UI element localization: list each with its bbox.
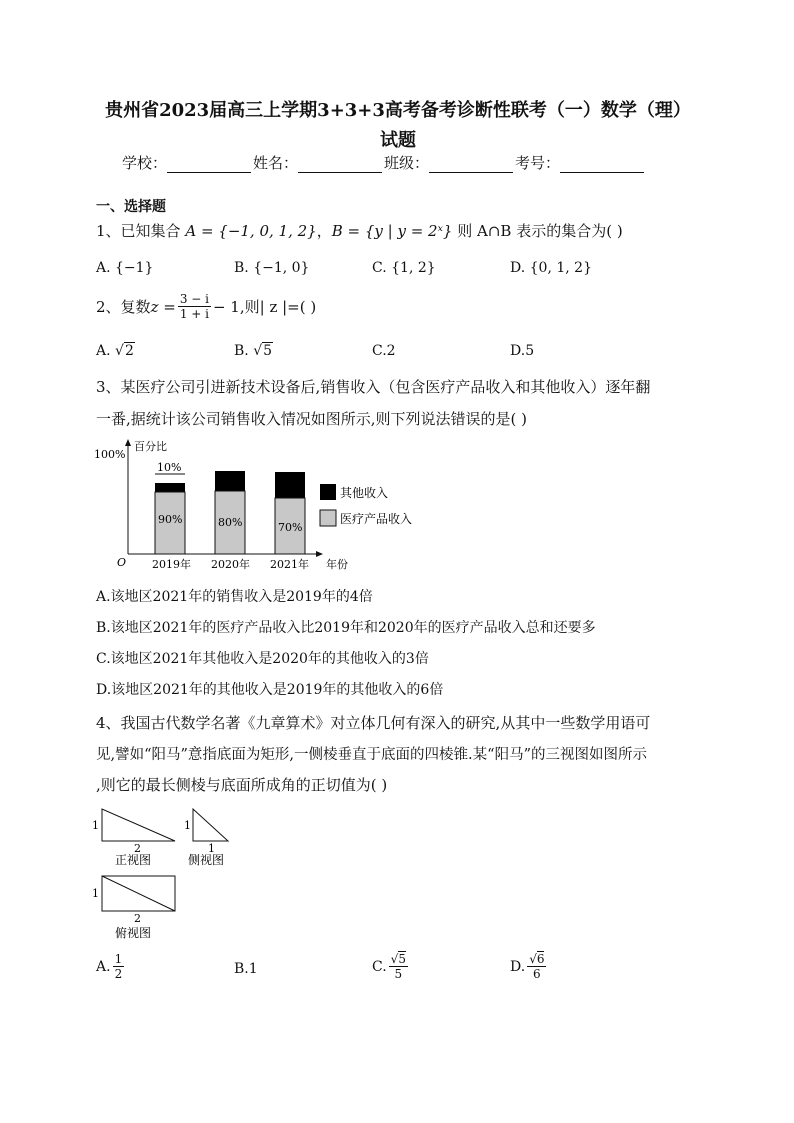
question-3-line2: 一番,据统计该公司销售收入情况如图所示,则下列说法错误的是( ) bbox=[96, 410, 528, 428]
side-view-height: 1 bbox=[184, 819, 191, 832]
option-label: D. bbox=[510, 343, 526, 359]
option-label: D. bbox=[510, 260, 526, 276]
option-label: B. bbox=[234, 961, 249, 977]
field-label: 班级： bbox=[384, 154, 430, 172]
stem-text: 则 A∩B 表示的集合为( ) bbox=[457, 222, 623, 240]
legend-other-swatch bbox=[320, 484, 336, 500]
question-4-line2: 见,譬如“阳马”意指底面为矩形,一侧棱垂直于底面的四棱锥.某“阳马”的三视图如图所示 bbox=[96, 747, 647, 763]
option-2d[interactable] bbox=[510, 343, 534, 359]
field-label: 学校： bbox=[122, 154, 168, 172]
option-text: {0, 1, 2} bbox=[529, 260, 592, 276]
option-text: {−1} bbox=[115, 260, 154, 276]
set-a: A = {−1, 0, 1, 2} bbox=[185, 222, 317, 240]
stem-text: 某医疗公司引进新技术设备后,销售收入（包含医疗产品收入和其他收入）逐年翻 bbox=[120, 378, 651, 396]
sqrt-icon: √2 bbox=[115, 343, 134, 359]
legend-other-label: 其他收入 bbox=[340, 486, 389, 500]
option-4a[interactable] bbox=[96, 952, 126, 981]
option-label: C. bbox=[372, 958, 387, 975]
field-class[interactable] bbox=[384, 152, 515, 173]
numerator bbox=[389, 952, 408, 967]
option-2a[interactable] bbox=[96, 343, 135, 359]
radicand: 6 bbox=[536, 952, 545, 966]
option-2b[interactable] bbox=[234, 343, 273, 359]
sqrt-icon: √ bbox=[529, 952, 537, 966]
bar-2021-label: 70% bbox=[278, 521, 303, 534]
radicand: 2 bbox=[124, 343, 134, 359]
field-name[interactable] bbox=[253, 152, 384, 173]
option-label: B. bbox=[234, 260, 249, 276]
option-3b[interactable]: B.该地区2021年的医疗产品收入比2019年和2020年的医疗产品收入总和还要多 bbox=[96, 620, 596, 636]
x-tick-2021: 2021年 bbox=[270, 558, 309, 571]
front-view-triangle bbox=[102, 809, 175, 841]
numerator bbox=[527, 952, 546, 967]
page-title: 贵州省2023届高三上学期3+3+3高考备考诊断性联考（一）数学（理）试题 bbox=[105, 100, 691, 151]
option-label: A. bbox=[96, 958, 111, 975]
option-label: B. bbox=[234, 343, 249, 359]
stem-text: 复数 bbox=[120, 298, 151, 316]
option-1d[interactable] bbox=[510, 260, 592, 276]
question-3-line1 bbox=[96, 376, 650, 397]
option-3d[interactable]: D.该地区2021年的其他收入是2019年的其他收入的6倍 bbox=[96, 682, 444, 698]
top-view-height: 1 bbox=[92, 887, 99, 900]
option-label: D. bbox=[510, 958, 526, 975]
denominator: 2 bbox=[114, 967, 123, 981]
stem-text: 已知集合 bbox=[120, 222, 181, 240]
legend-medical-swatch bbox=[320, 510, 336, 526]
x-tick-2019: 2019年 bbox=[152, 558, 191, 571]
sqrt-icon: √5 bbox=[253, 343, 273, 359]
option-4d[interactable] bbox=[510, 952, 548, 981]
blank-line[interactable] bbox=[298, 156, 382, 173]
top-view-width: 2 bbox=[134, 912, 141, 925]
option-1a[interactable] bbox=[96, 260, 153, 276]
option-text: 1 bbox=[248, 961, 258, 977]
bar-2020-label: 80% bbox=[218, 516, 243, 529]
question-number: 4、 bbox=[96, 714, 121, 732]
option-text: {−1, 0} bbox=[253, 260, 310, 276]
bar-2019-top-label: 10% bbox=[157, 461, 182, 474]
fraction bbox=[527, 952, 546, 981]
option-4b[interactable] bbox=[234, 961, 258, 977]
front-view-width: 2 bbox=[134, 842, 141, 855]
three-view-diagram bbox=[88, 804, 258, 944]
numerator: 1 bbox=[114, 952, 123, 966]
math-tail: − 1 bbox=[212, 297, 240, 316]
y-tick-100: 100% bbox=[94, 448, 126, 461]
x-axis-arrow-icon bbox=[316, 551, 323, 557]
x-axis-label: 年份 bbox=[326, 558, 348, 571]
origin-label: O bbox=[117, 556, 127, 569]
option-2c[interactable] bbox=[372, 343, 396, 359]
question-4-line3: ,则它的最长侧棱与底面所成角的正切值为( ) bbox=[96, 776, 388, 794]
fraction bbox=[389, 952, 408, 981]
question-4-line1 bbox=[96, 712, 650, 733]
fraction bbox=[178, 292, 211, 321]
section-heading: 一、选择题 bbox=[96, 199, 166, 215]
stacked-bar-chart bbox=[90, 436, 450, 576]
question-2-stem bbox=[96, 292, 316, 321]
stem-text: ,则| z |=( ) bbox=[239, 298, 317, 316]
field-label: 考号： bbox=[515, 154, 561, 172]
bar-2019-label: 90% bbox=[158, 513, 183, 526]
question-1-stem bbox=[96, 220, 623, 241]
denominator: 5 bbox=[394, 967, 403, 981]
math-z: z = bbox=[150, 297, 176, 316]
fraction bbox=[113, 952, 125, 981]
y-axis-label: 百分比 bbox=[134, 440, 167, 453]
option-label: C. bbox=[372, 260, 387, 276]
option-3c[interactable]: C.该地区2021年其他收入是2020年的其他收入的3倍 bbox=[96, 651, 429, 667]
field-exam-number[interactable] bbox=[515, 152, 646, 173]
radicand: 5 bbox=[263, 343, 273, 359]
option-text: {1, 2} bbox=[391, 260, 436, 276]
option-1c[interactable] bbox=[372, 260, 436, 276]
set-b: B = {y | y = 2ˣ} bbox=[331, 222, 453, 240]
legend-medical-label: 医疗产品收入 bbox=[340, 512, 413, 526]
stem-text: 我国古代数学名著《九章算术》对立体几何有深入的研究,从其中一些数学用语可 bbox=[120, 714, 651, 732]
option-label: A. bbox=[96, 343, 111, 359]
separator: ， bbox=[316, 222, 332, 240]
option-1b[interactable] bbox=[234, 260, 309, 276]
bar-2021-other bbox=[275, 472, 305, 498]
numerator: 3 − i bbox=[179, 292, 209, 306]
radicand: 5 bbox=[398, 952, 406, 966]
option-text: 2 bbox=[386, 343, 396, 359]
blank-line[interactable] bbox=[167, 156, 251, 173]
front-view-height: 1 bbox=[92, 819, 99, 832]
option-4c[interactable] bbox=[372, 952, 410, 981]
side-view-label: 侧视图 bbox=[188, 853, 225, 867]
side-view-width: 1 bbox=[208, 842, 215, 855]
blank-line[interactable] bbox=[429, 156, 513, 173]
option-text: 5 bbox=[525, 343, 535, 359]
front-view-label: 正视图 bbox=[115, 853, 152, 867]
sqrt-icon: √ bbox=[390, 952, 399, 966]
bar-2020-other bbox=[215, 471, 245, 491]
option-label: C. bbox=[372, 343, 387, 359]
bar-2019-other bbox=[155, 483, 185, 492]
side-view-triangle bbox=[193, 809, 228, 841]
question-number: 2、 bbox=[96, 298, 121, 316]
option-label: A. bbox=[96, 260, 111, 276]
top-view-label: 俯视图 bbox=[115, 926, 152, 940]
x-tick-2020: 2020年 bbox=[211, 558, 250, 571]
field-school[interactable] bbox=[122, 152, 253, 173]
question-number: 1、 bbox=[96, 222, 121, 240]
student-info-fields bbox=[122, 152, 646, 173]
question-number: 3、 bbox=[96, 378, 121, 396]
blank-line[interactable] bbox=[560, 156, 644, 173]
option-3a[interactable]: A.该地区2021年的销售收入是2019年的4倍 bbox=[96, 589, 373, 605]
denominator: 1 + i bbox=[179, 307, 209, 321]
y-axis-arrow-icon bbox=[125, 439, 131, 446]
field-label: 姓名： bbox=[253, 154, 299, 172]
denominator: 6 bbox=[533, 967, 541, 981]
